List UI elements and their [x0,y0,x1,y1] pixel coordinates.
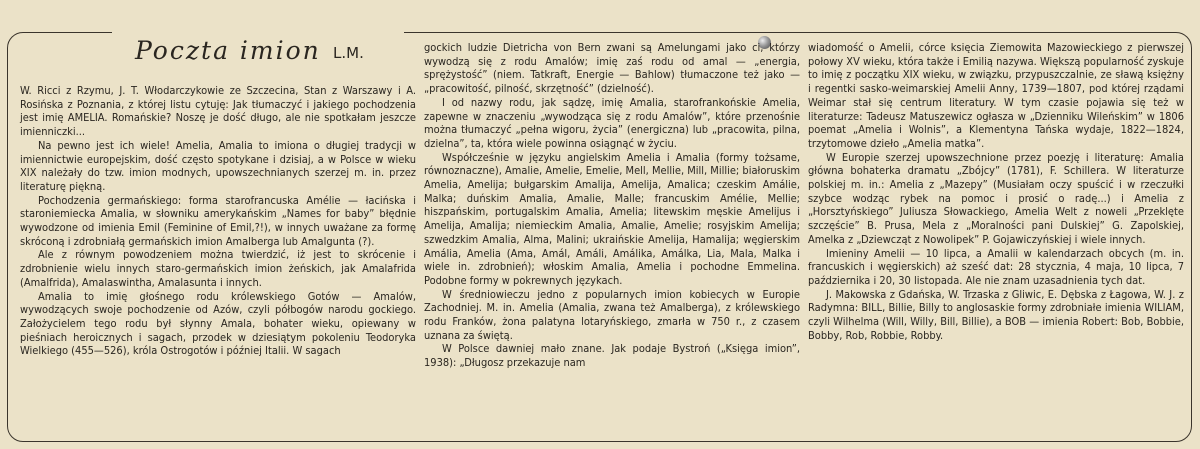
paragraph: Na pewno jest ich wiele! Amelia, Amalia to imiona o długiej tradycji w imiennictwie europejskim, dość często spotykane i dzisiaj, a w Polsce w wieku XIX należały do tzw. imion modnych, upowszechnianych szerzej m. in. przez literaturę piękną. [20,138,416,193]
column-1 [20,84,416,358]
column-3 [808,41,1184,342]
column-2 [424,41,800,370]
paragraph: Ale z równym powodzeniem można twierdzić, iż jest to skrócenie i zdrobnienie wielu innych staro-germańskich imion żeńskich, jak Amalafrida (Amalfrida), Amalaswintha, Amalasunta i innych. [20,248,416,289]
paragraph: W średniowieczu jedno z popularnych imion kobiecych w Europie Zachodniej. M. in. Amelia (Amalia, zwana też Amalberga), z królewskiego rodu Franków, żona palatyna lotaryńskiego, zmarła w 750 r., z czasem uznana za świętą. [424,287,800,342]
paragraph: Imieniny Amelii — 10 lipca, a Amalii w kalendarzach obcych (m. in. francuskich i węgierskich) aż sześć dat: 28 stycznia, 4 maja, 10 lipca, 7 października i 20, 30 listopada. Ale nie znam uzasadnienia tych dat. [808,246,1184,287]
paragraph: W. Ricci z Rzymu, J. T. Włodarczykowie ze Szczecina, Stan z Warszawy i A. Rosińska z Poznania, z której listu cytuję: Jak tłumaczyć i jakiego pochodzenia jest imię AMELIA. Romańskie? Noszę je dość długo, ale nie spotkałam jeszcze imienniczki... [20,84,416,139]
paragraph: W Polsce dawniej mało znane. Jak podaje Bystroń („Księga imion”, 1938): „Długosz przekazuje nam [424,342,800,370]
paragraph: W Europie szerzej upowszechnione przez poezję i literaturę: Amalia główna bohaterka dramatu „Zbójcy” (1781), F. Schillera. W literaturze polskiej m. in.: Amelia z „Mazepy” (Musiałam oczy spuścić i w rzeczułki szybce wodząc rybek na pomoc i prosić o radę...) i Amelia z „Horsztyńskiego” Juliusza Słowackiego, Amelia Welt z noweli „Przeklęte szczęście” B. Prusa, Mela z „Moralności pani Dulskiej” G. Zapolskiej, Amelka z „Dziewcząt z Nowolipek” P. Gojawiczyńskiej i wiele innych. [808,150,1184,246]
paragraph: I od nazwy rodu, jak sądzę, imię Amalia, starofrankońskie Amelia, zapewne w znaczeniu „wywodząca się z rodu Amalów”, które przenośnie można tłumaczyć „pełna wigoru, życia” (energiczna) lub „pracowita, pilna, dzielna”, ta, która wiele powinna osiągnąć w życiu. [424,95,800,150]
paragraph: gockich ludzie Dietricha von Bern zwani są Amelungami jako ci, którzy wywodzą się z rodu Amalów; imię zaś rodu od amal — „energia, sprężystość” (niem. Tatkraft, Energie — Bahlow) tłumaczone też jako — „pracowitość, pilność, skrzętność” (dzielność). [424,41,800,96]
paragraph: Współcześnie w języku angielskim Amelia i Amalia (formy tożsame, równoznaczne), Amalie, Amelie, Emelie, Mell, Mellie, Mill, Millie; białoruskim Amelia, Amelija; bułgarskim Amalija, Amelija, Amalica; czeskim Amálie, Malka; duńskim Amalia, Amalie, Malle; francuskim Amélie, Mellie; hiszpańskim, portugalskim Amalia, Amelia; litewskim męskie Amelijus i Amelija, Amalija; niemieckim Amalia, Amalie, Amelie; rosyjskim Amelija; szwedzkim Amalia, Alma, Malini; ukraińskie Amelija, Hamalija; węgierskim Amália, Amelia (Ama, Amál, Amáli, Amálika, Amálka, Lia, Mala, Malka i wiele in. zdrobnień); włoskim Amalia, Amelia i pochodne Emmelina. Podobne formy w pokrewnych językach. [424,150,800,287]
paragraph: Amalia to imię głośnego rodu królewskiego Gotów — Amalów, wywodzących swoje pochodzenie od Azów, czyli półbogów narodu gockiego. Założycielem tego rodu był słynny Amala, bohater wieku, opiewany w pieśniach heroicznych i sagach, przodek w dziesiątym pokoleniu Teodoryka Wielkiego (455—526), króla Ostrogotów i później Italii. W sagach [20,289,416,358]
paragraph: J. Makowska z Gdańska, W. Trzaska z Gliwic, E. Dębska z Łagowa, W. J. z Radymna: BILL, Billie, Billy to anglosaskie formy zdrobniałe imienia WILIAM, czyli Wilhelma (Will, Willy, Bill, Billie), a BOB — imienia Robert: Bob, Bobbie, Bobby, Rob, Robbie, Robby. [808,287,1184,342]
author-initials: L.M. [333,44,364,62]
paragraph: Pochodzenia germańskiego: forma starofrancuska Amélie — łacińska i staroniemiecka Amalia, w słowniku amerykańskim „Names for baby” błędnie wywodzone od imienia Emil (Feminine of Emil,?!), w innych uważane za formę skróconą i zdrobniałą germańskich imion Amalberga lub Amalgunta (?). [20,193,416,248]
paragraph: wiadomość o Amelii, córce księcia Ziemowita Mazowieckiego z pierwszej połowy XV wieku, która także i Emilią nazywa. Większą popularność zyskuje to imię z początku XIX wieku, w związku, przypuszczalnie, ze sławą księżny i regentki saskо-weimarskiej Amelii Anny, 1739—1807, pod której rządami Weimar stał się centrum literatury. W tym czasie pojawia się też w literaturze: Tadeusz Matuszewicz ogłasza w „Dzienniku Wileńskim” w 1806 poemat „Amelia i Wolnis”, a Klementyna Tańska wydaje, 1822—1824, trzytomowe dzieło „Amelia matka”. [808,41,1184,150]
article-title: Poczta imion [135,36,321,65]
